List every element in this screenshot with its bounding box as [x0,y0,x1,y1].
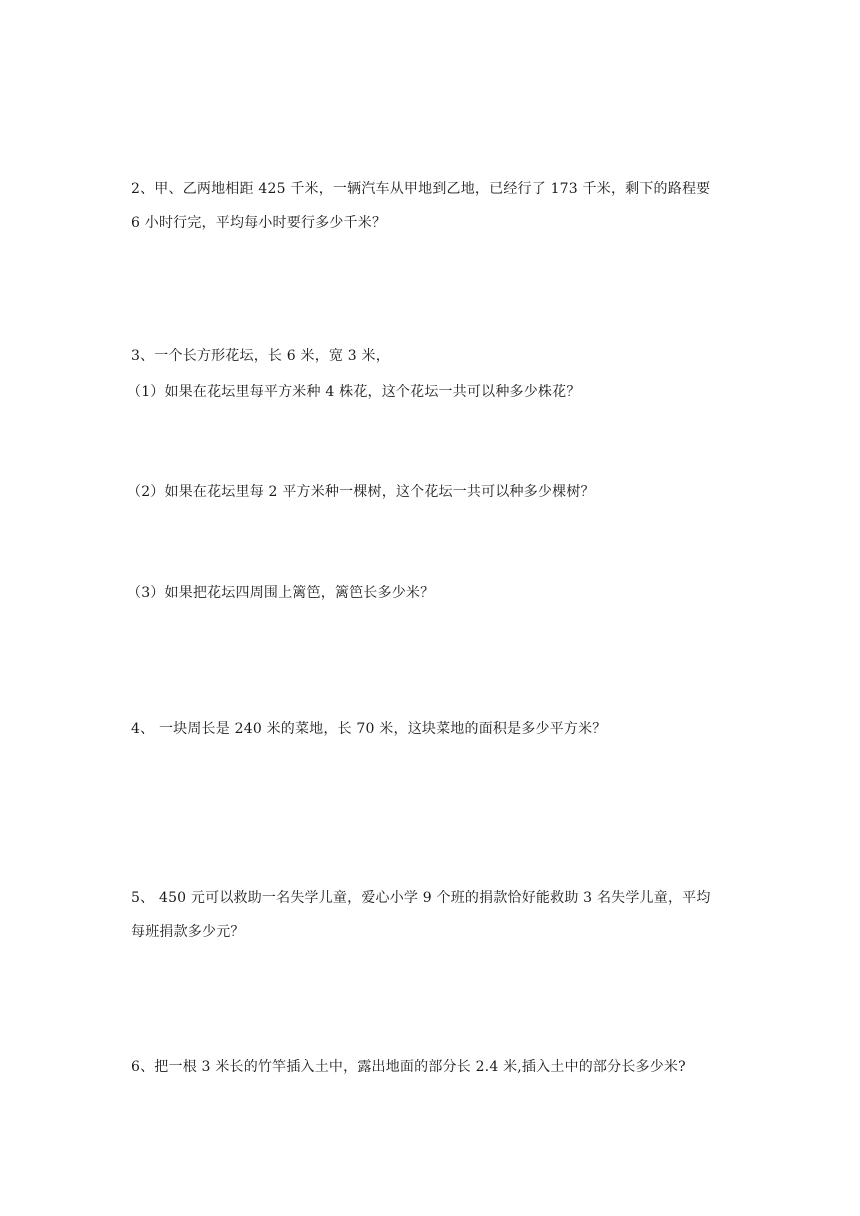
problem-2-line-1: 2、甲、乙两地相距 425 千米，一辆汽车从甲地到乙地，已经行了 173 千米，剩下的路程要 [131,181,711,197]
problem-3-stem: 3、一个长方形花坛，长 6 米，宽 3 米， [131,348,390,364]
problem-3-question-2: （2）如果在花坛里每 2 平方米种一棵树，这个花坛一共可以种多少棵树？ [127,484,595,500]
problem-2-line-2: 6 小时行完，平均每小时要行多少千米？ [131,215,387,231]
problem-4-line-1: 4、 一块周长是 240 米的菜地，长 70 米，这块菜地的面积是多少平方米？ [131,721,607,737]
problem-3-question-3: （3）如果把花坛四周围上篱笆，篱笆长多少米？ [127,585,435,601]
problem-5-line-2: 每班捐款多少元？ [131,924,245,940]
problem-5-line-1: 5、 450 元可以救助一名失学儿童，爱心小学 9 个班的捐款恰好能救助 3 名失学儿童，平均 [131,890,711,906]
problem-3-question-1: （1）如果在花坛里每平方米种 4 株花，这个花坛一共可以种多少株花？ [127,384,581,400]
problem-6-line-1: 6、把一根 3 米长的竹竿插入土中，露出地面的部分长 2.4 米,插入土中的部分长多少米? [131,1059,686,1075]
